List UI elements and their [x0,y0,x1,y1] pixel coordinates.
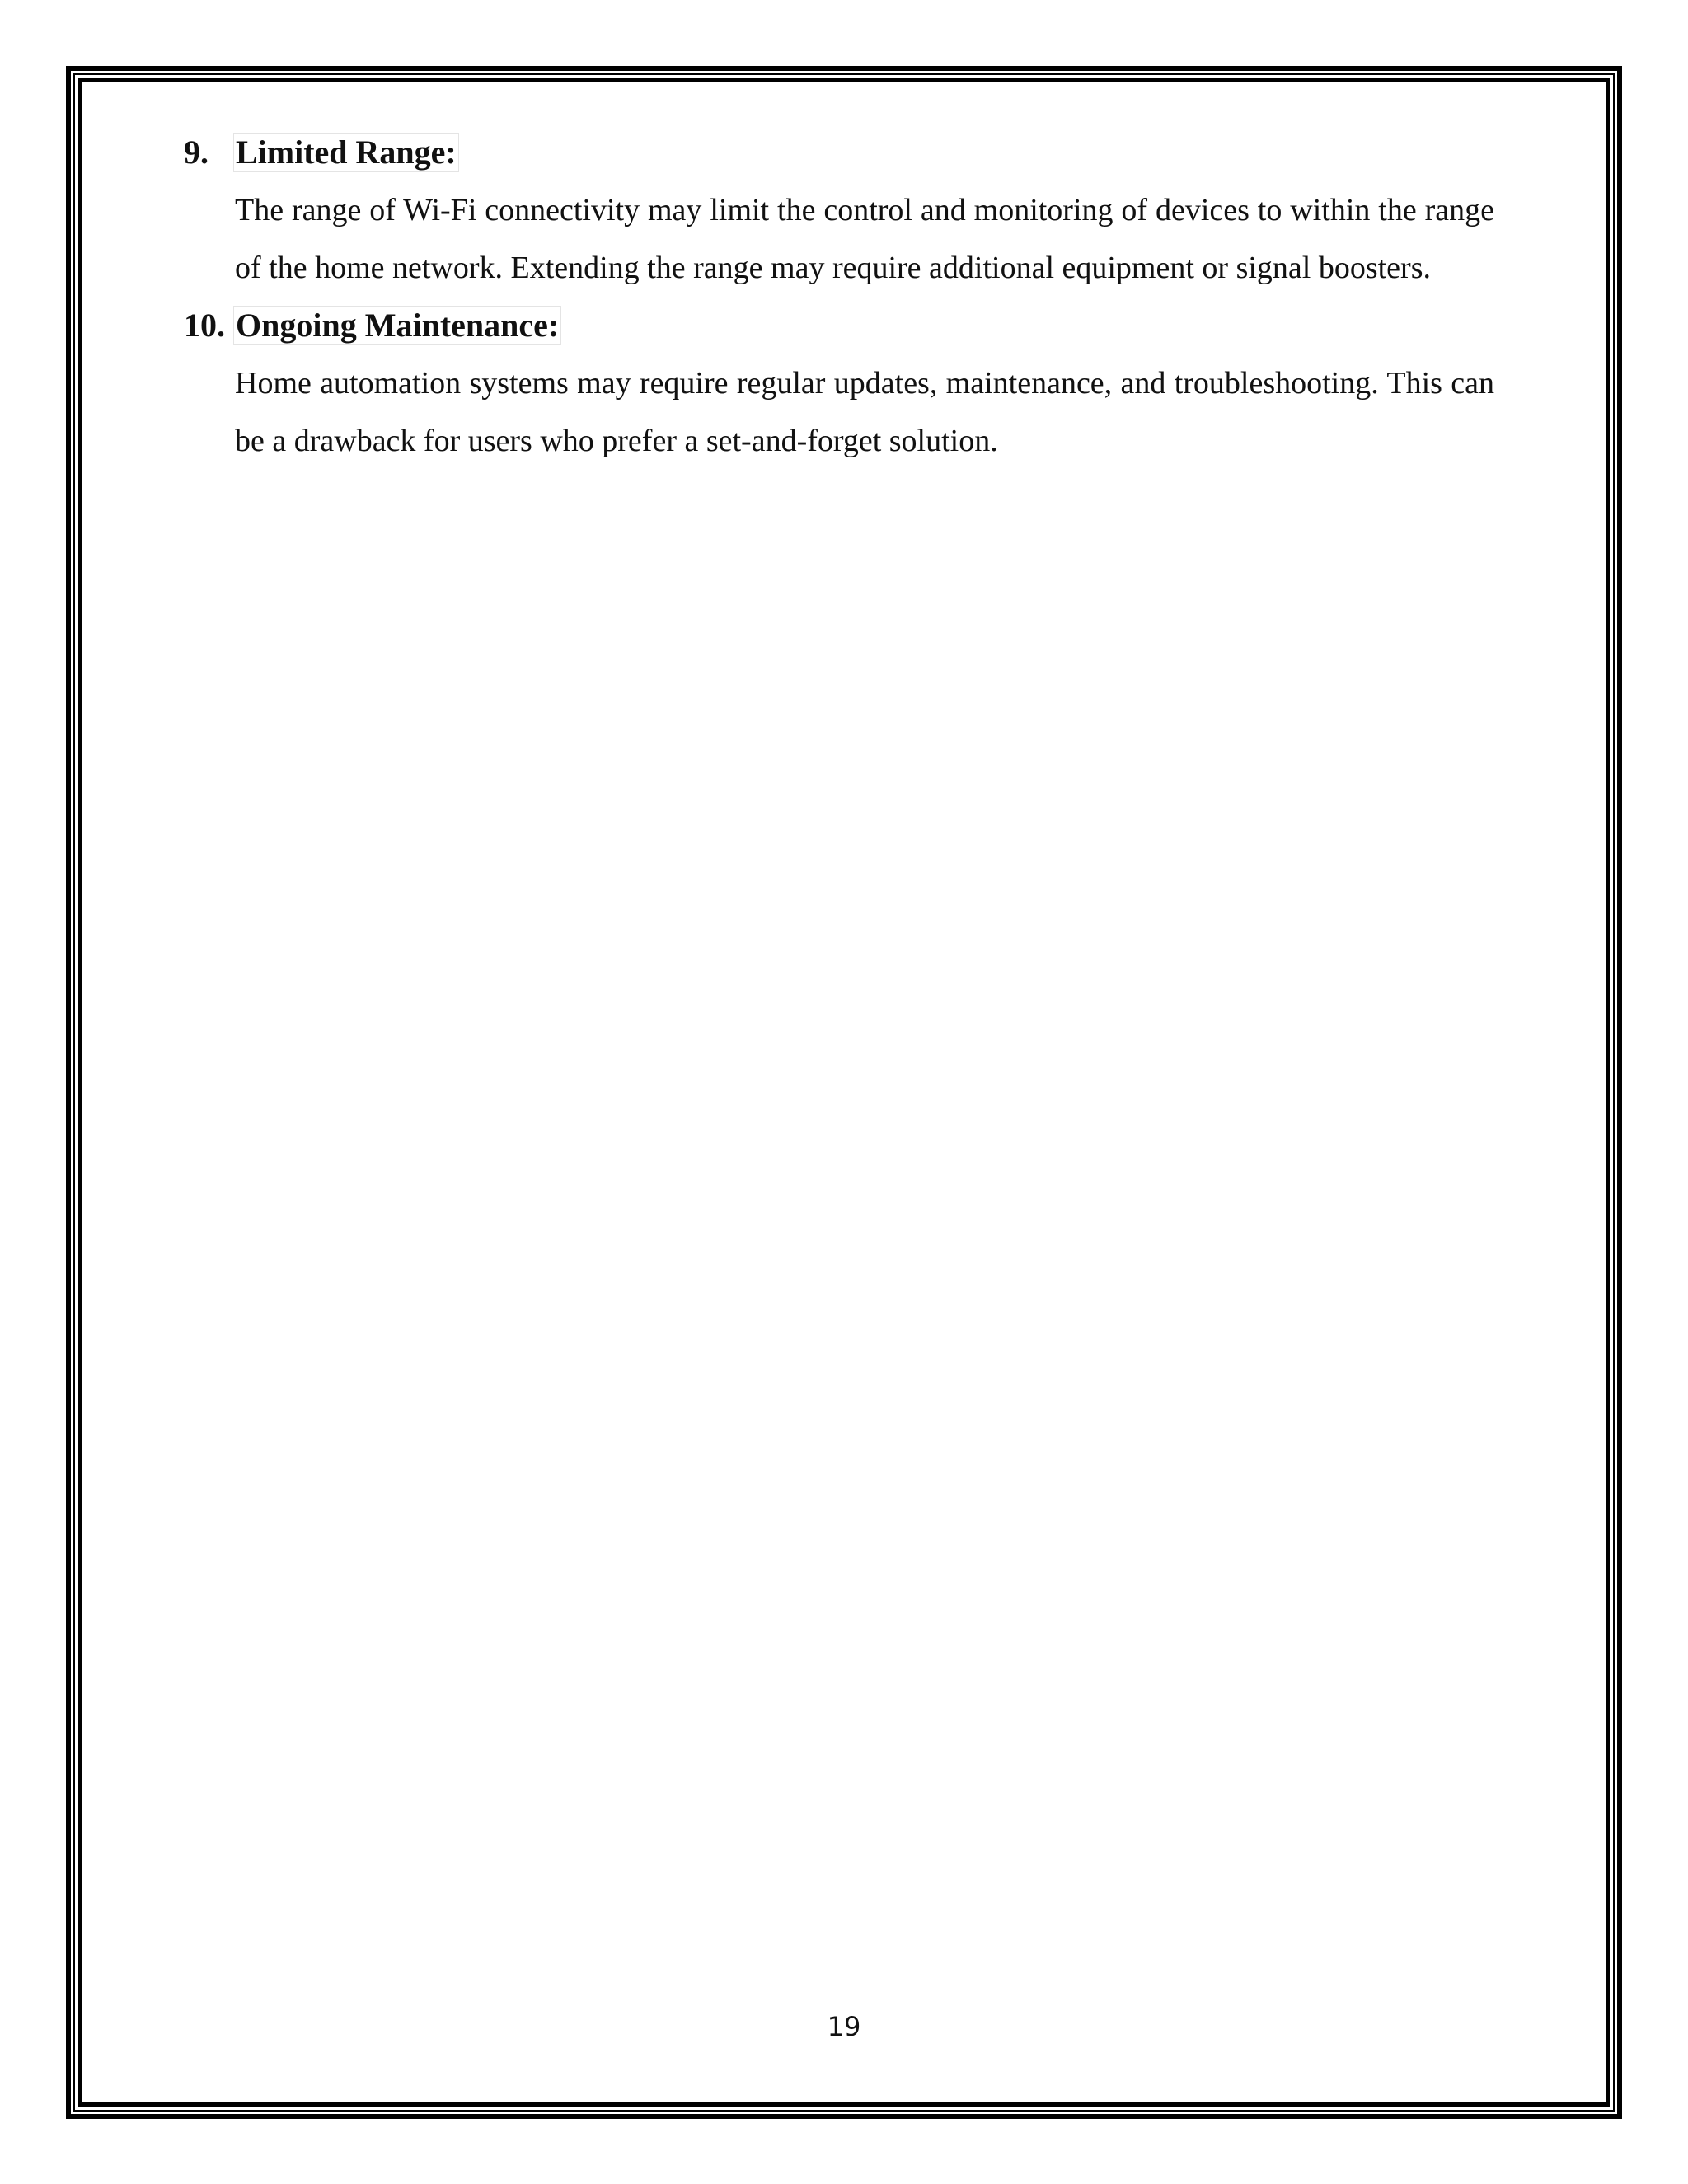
item-number: 10. [184,307,225,344]
item-number: 9. [184,134,209,171]
list-item-ongoing-maintenance [184,297,1494,470]
list-item-limited-range [184,124,1494,297]
item-title: Ongoing Maintenance: [233,306,561,345]
item-title: Limited Range: [233,133,459,172]
item-body-paragraph: Home automation systems may require regular updates, maintenance, and troubleshooting. This can be a drawback for users who prefer a set-and-forget solution. [235,366,1494,458]
page-number: 19 [827,2011,861,2042]
item-body-paragraph: The range of Wi-Fi connectivity may limit the control and monitoring of devices to within the range of the home network. Extending the range may require additional equipment or signal boosters. [235,193,1494,285]
item-heading [184,297,1494,354]
item-heading [184,124,1494,181]
page-content [184,124,1494,470]
